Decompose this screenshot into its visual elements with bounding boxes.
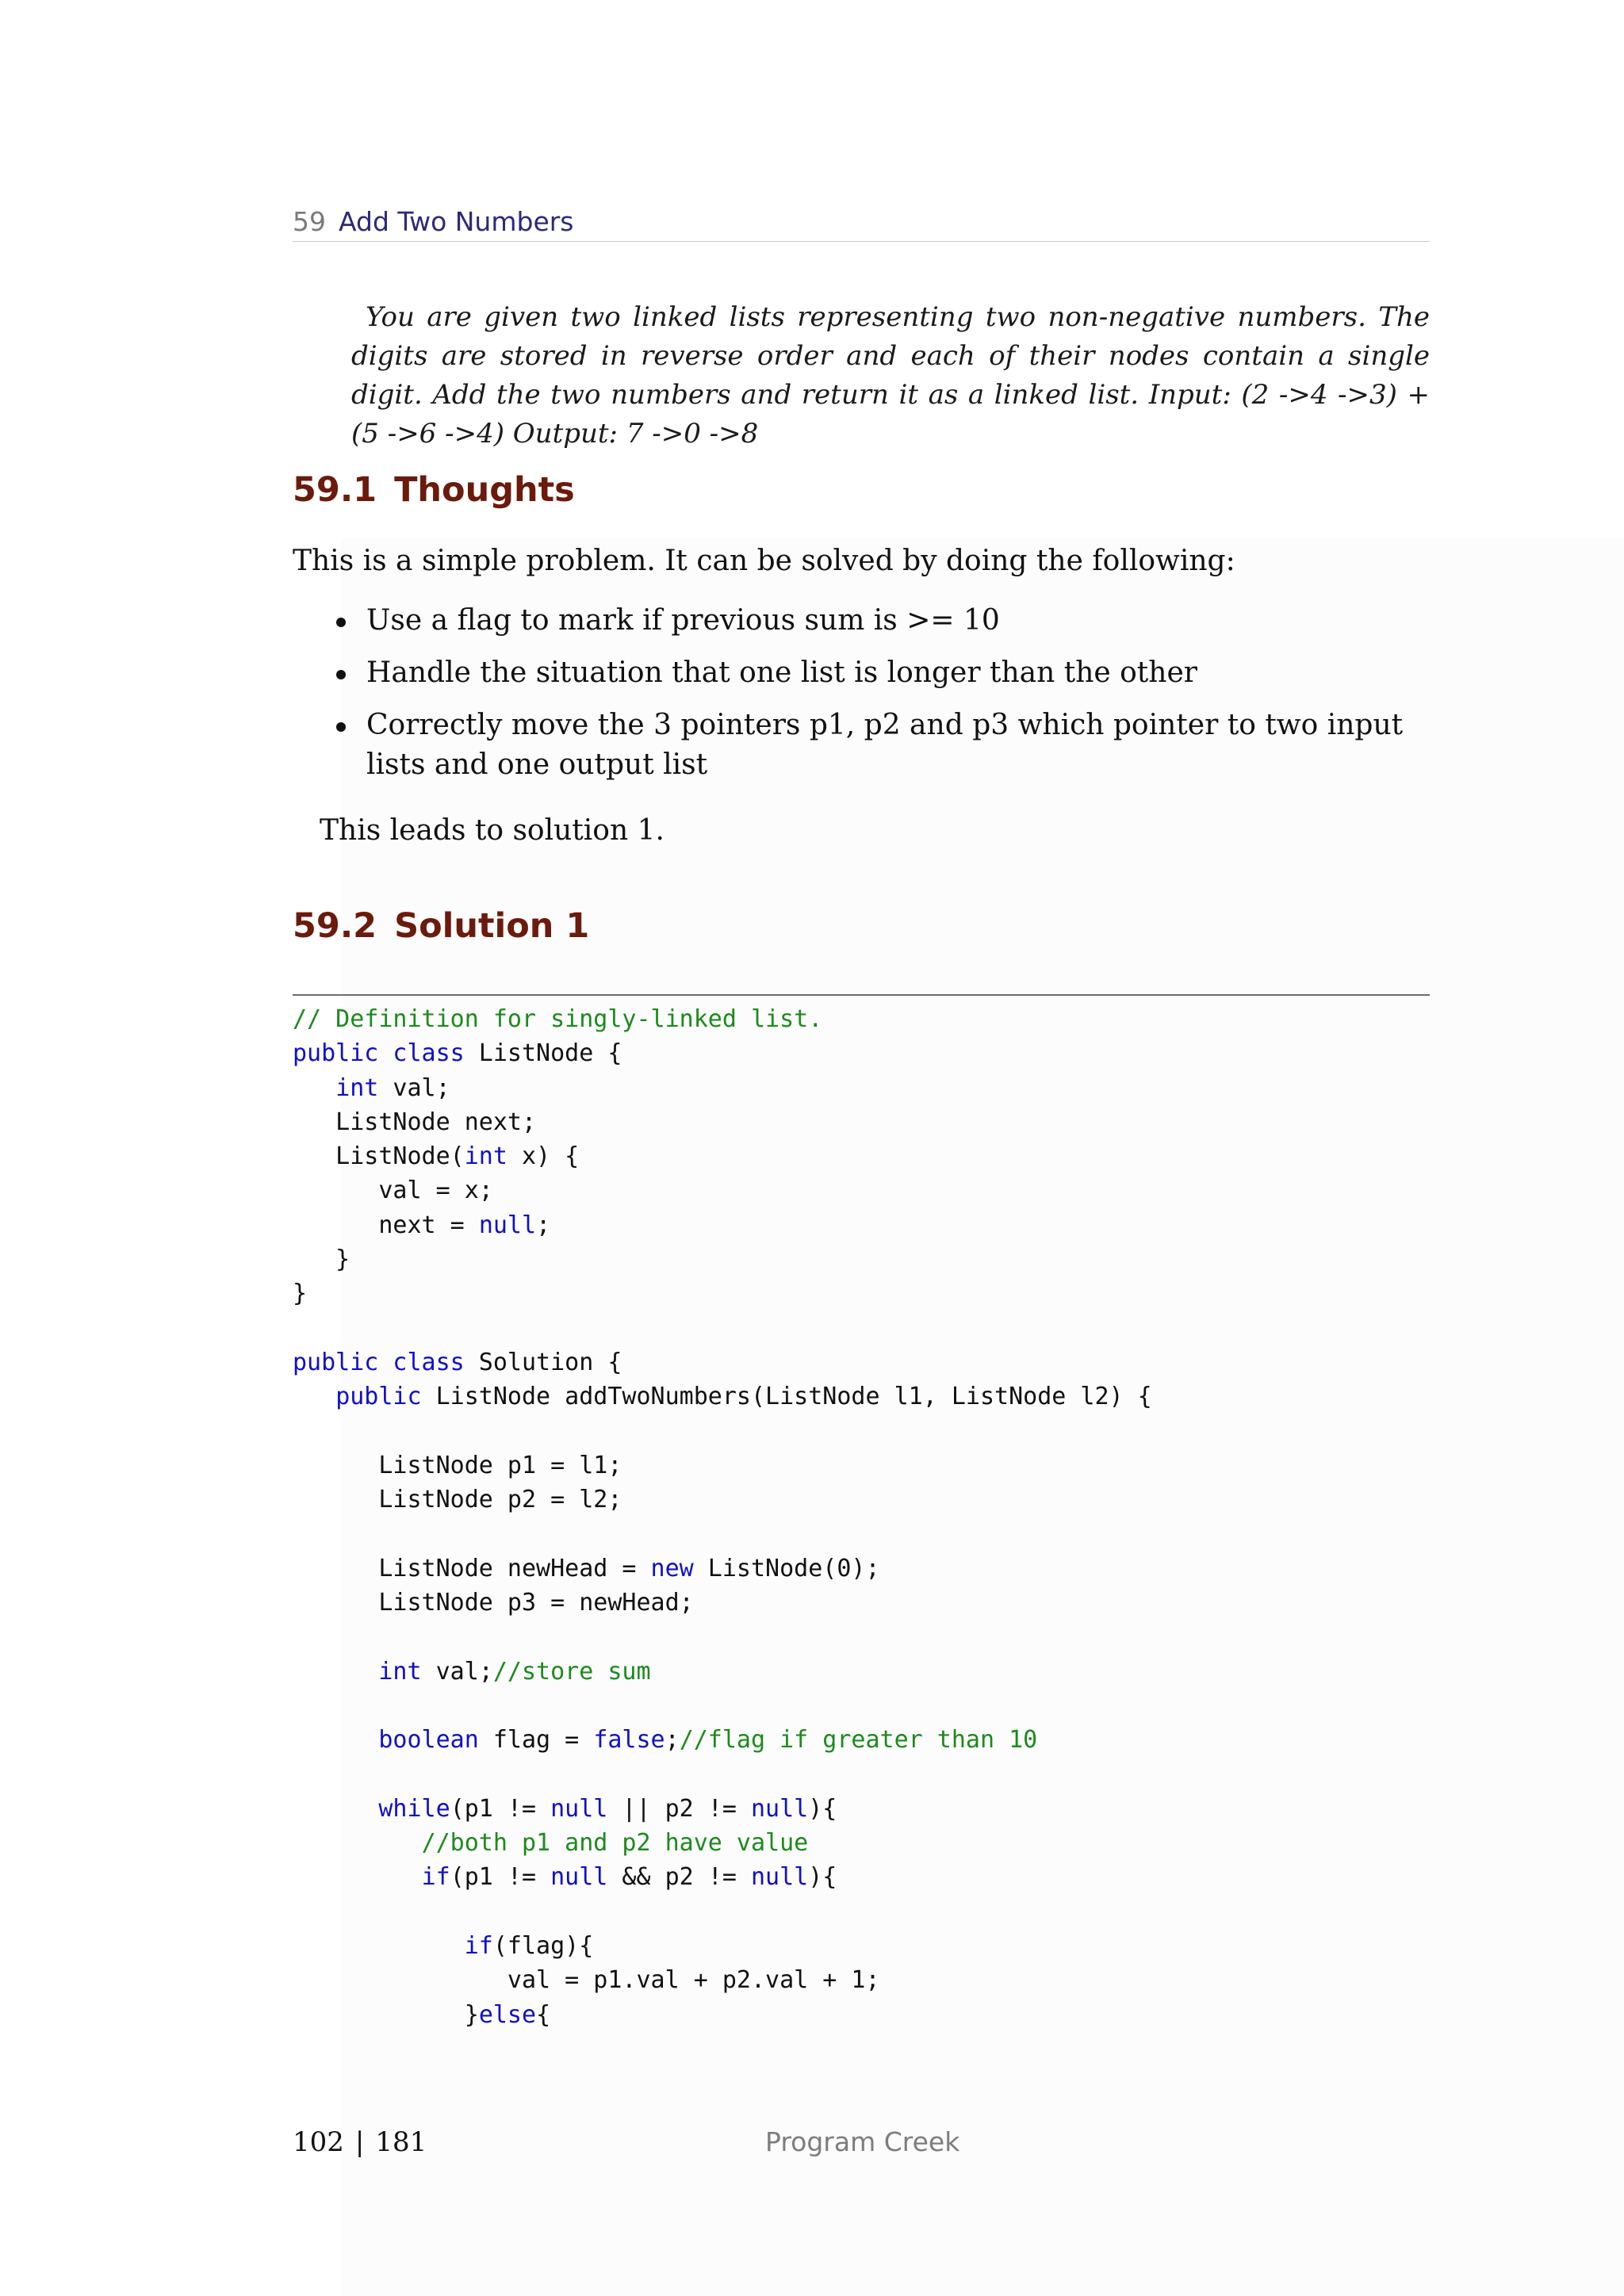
code-text: (p1 != bbox=[450, 1794, 551, 1823]
thoughts-intro: This is a simple problem. It can be solved by doing the following: bbox=[293, 545, 1235, 577]
code-comment: //both p1 and p2 have value bbox=[421, 1829, 809, 1858]
problem-statement bbox=[351, 298, 1430, 453]
code-text: (p1 != bbox=[450, 1863, 551, 1892]
code-keyword: new bbox=[650, 1554, 694, 1582]
code-line bbox=[293, 1276, 1152, 1311]
code-comment: // Definition for singly-linked list. bbox=[293, 1005, 823, 1033]
section-heading-thoughts bbox=[293, 468, 575, 512]
code-text: ){ bbox=[808, 1794, 837, 1823]
code-text: ListNode p3 = newHead; bbox=[293, 1589, 694, 1617]
code-text: ; bbox=[536, 1211, 551, 1239]
code-text bbox=[293, 1863, 422, 1891]
code-line bbox=[293, 1963, 1152, 1997]
code-line bbox=[293, 1620, 1152, 1654]
code-keyword: int bbox=[464, 1142, 508, 1171]
thoughts-list bbox=[333, 601, 1430, 798]
code-line bbox=[293, 1002, 1152, 1036]
code-text: && p2 != bbox=[607, 1863, 751, 1892]
code-line bbox=[293, 1071, 1152, 1105]
code-keyword: if bbox=[421, 1863, 450, 1892]
code-keyword: public class bbox=[293, 1039, 465, 1068]
code-line bbox=[293, 1173, 1152, 1207]
thoughts-conclusion: This leads to solution 1. bbox=[320, 814, 665, 847]
code-text bbox=[293, 1383, 335, 1410]
code-line bbox=[293, 1929, 1152, 1963]
code-line bbox=[293, 1517, 1152, 1551]
section-title: Solution 1 bbox=[394, 906, 590, 946]
code-text bbox=[293, 1726, 378, 1754]
page-number bbox=[293, 2125, 427, 2160]
code-text: (flag){ bbox=[492, 1932, 594, 1961]
code-text bbox=[293, 1829, 422, 1857]
code-keyword: int bbox=[378, 1657, 422, 1686]
code-line bbox=[293, 1895, 1152, 1929]
code-text: next = bbox=[293, 1211, 479, 1239]
list-item bbox=[333, 706, 1430, 785]
code-text: val = x; bbox=[293, 1177, 493, 1205]
code-text: Solution { bbox=[464, 1348, 622, 1376]
code-text: ListNode(0); bbox=[693, 1554, 880, 1582]
code-line bbox=[293, 1552, 1152, 1586]
code-text: ListNode newHead = bbox=[293, 1554, 651, 1582]
code-keyword: null bbox=[751, 1794, 809, 1823]
code-text: ListNode next; bbox=[293, 1108, 537, 1136]
code-comment: //store sum bbox=[492, 1657, 651, 1686]
chapter-number: 59 bbox=[293, 206, 326, 237]
code-line bbox=[293, 1998, 1152, 2032]
code-line bbox=[293, 1758, 1152, 1792]
code-line bbox=[293, 1723, 1152, 1757]
code-text bbox=[293, 1074, 335, 1102]
code-text bbox=[293, 1658, 378, 1686]
code-line bbox=[293, 1860, 1152, 1894]
code-keyword: null bbox=[478, 1211, 537, 1239]
code-keyword: null bbox=[550, 1794, 608, 1823]
code-text: ListNode( bbox=[293, 1142, 465, 1171]
code-keyword: public class bbox=[293, 1348, 465, 1376]
problem-statement-text: You are given two linked lists representing two non-negative numbers. The digits are stored in reverse order and each of their nodes contain a single digit. Add the two numbers and return it as a linked list. Input: (2 ->4 ->3) + (5 ->6 ->4) Output: 7 ->0 ->8 bbox=[351, 301, 1430, 450]
code-text: val; bbox=[378, 1073, 450, 1102]
code-text: ListNode { bbox=[464, 1039, 622, 1068]
code-text: ){ bbox=[808, 1863, 837, 1892]
code-text: x) { bbox=[507, 1142, 580, 1171]
code-text: flag = bbox=[478, 1726, 594, 1755]
code-text: || p2 != bbox=[607, 1794, 751, 1823]
section-title: Thoughts bbox=[394, 470, 575, 510]
code-keyword: while bbox=[378, 1794, 450, 1823]
code-text: } bbox=[293, 2000, 479, 2029]
code-line bbox=[293, 1689, 1152, 1723]
code-text bbox=[293, 1795, 378, 1823]
bullet-dot bbox=[336, 722, 346, 732]
code-text: ; bbox=[665, 1726, 680, 1755]
code-line bbox=[293, 1242, 1152, 1276]
code-line bbox=[293, 1380, 1152, 1414]
code-keyword: null bbox=[550, 1863, 608, 1892]
code-line bbox=[293, 1448, 1152, 1483]
code-line bbox=[293, 1586, 1152, 1620]
list-item bbox=[333, 653, 1430, 693]
code-line bbox=[293, 1105, 1152, 1139]
chapter-title: Add Two Numbers bbox=[339, 206, 574, 237]
code-line bbox=[293, 1311, 1152, 1345]
code-text: { bbox=[536, 2000, 551, 2029]
code-line bbox=[293, 1655, 1152, 1689]
section-number: 59.2 bbox=[293, 906, 377, 946]
code-text: ListNode addTwoNumbers(ListNode l1, ListNode l2) { bbox=[421, 1383, 1152, 1411]
code-keyword: boolean bbox=[378, 1726, 479, 1755]
code-line bbox=[293, 1792, 1152, 1826]
list-item-text: Handle the situation that one list is longer than the other bbox=[366, 656, 1197, 689]
code-keyword: else bbox=[478, 2000, 537, 2029]
list-item-text: Use a flag to mark if previous sum is >= 10 bbox=[366, 604, 1000, 637]
code-keyword: int bbox=[335, 1073, 379, 1102]
code-keyword: if bbox=[464, 1932, 493, 1961]
page-separator: | bbox=[354, 2126, 365, 2158]
code-line bbox=[293, 1036, 1152, 1070]
list-item bbox=[333, 601, 1430, 641]
code-top-rule bbox=[293, 994, 1430, 996]
code-line bbox=[293, 1208, 1152, 1242]
code-comment: //flag if greater than 10 bbox=[679, 1726, 1038, 1755]
running-header bbox=[293, 203, 1430, 242]
bullet-dot bbox=[336, 670, 346, 679]
current-page: 102 bbox=[293, 2126, 344, 2158]
code-text: } bbox=[293, 1280, 308, 1308]
code-text: } bbox=[293, 1246, 350, 1274]
code-line bbox=[293, 1345, 1152, 1380]
code-keyword: false bbox=[593, 1726, 665, 1755]
total-pages: 181 bbox=[375, 2126, 427, 2158]
code-keyword: public bbox=[335, 1383, 422, 1411]
code-text: ListNode p1 = l1; bbox=[293, 1451, 622, 1479]
code-listing bbox=[293, 1002, 1152, 2032]
code-text: val = p1.val + p2.val + 1; bbox=[293, 1966, 880, 1995]
code-text: val; bbox=[421, 1657, 493, 1686]
code-line bbox=[293, 1826, 1152, 1860]
section-number: 59.1 bbox=[293, 470, 377, 510]
footer-site-name: Program Creek bbox=[765, 2126, 960, 2157]
code-keyword: null bbox=[751, 1863, 809, 1892]
code-text bbox=[293, 1932, 465, 1960]
code-text: ListNode p2 = l2; bbox=[293, 1486, 622, 1514]
list-item-text: Correctly move the 3 pointers p1, p2 and p3 which pointer to two input lists and one output list bbox=[366, 709, 1404, 781]
code-line bbox=[293, 1139, 1152, 1173]
section-heading-solution bbox=[293, 904, 589, 948]
code-line bbox=[293, 1483, 1152, 1517]
code-line bbox=[293, 1414, 1152, 1448]
bullet-dot bbox=[336, 618, 346, 627]
